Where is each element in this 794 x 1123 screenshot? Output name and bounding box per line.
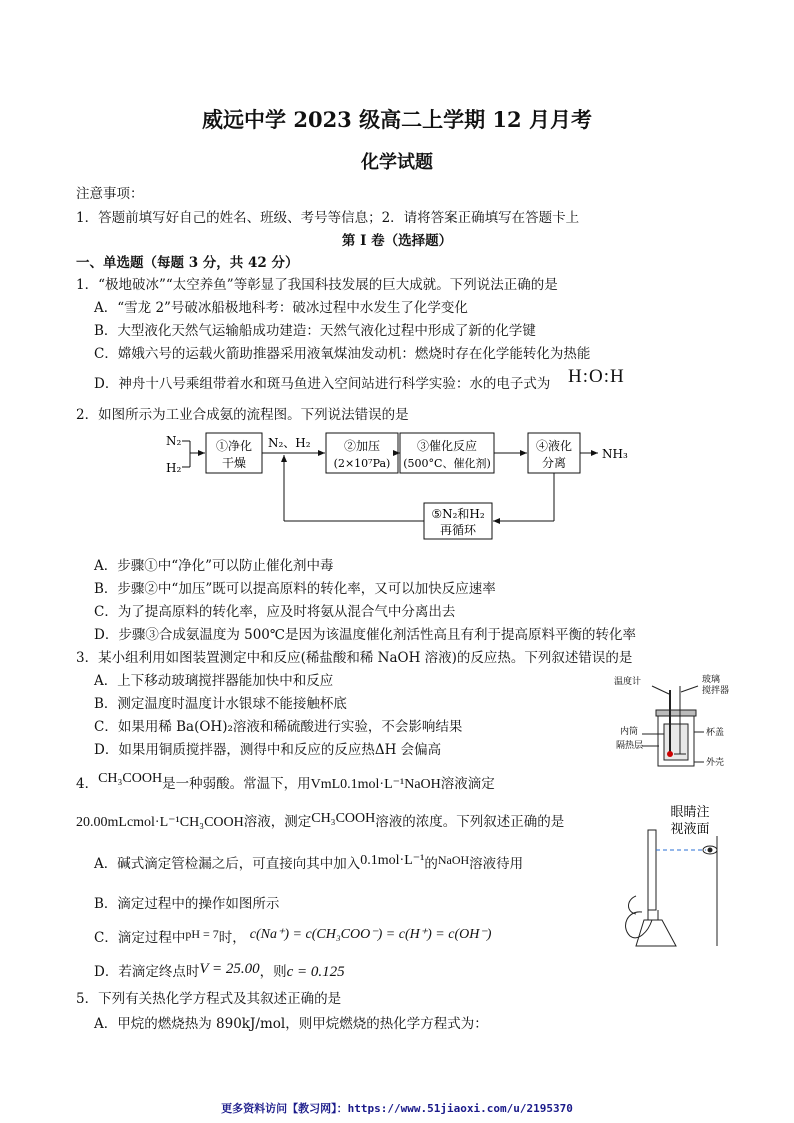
q4-text4: 溶液的浓度。下列叙述正确的是: [375, 814, 565, 830]
q1-stem: 1．“极地破冰”“太空养鱼”等彰显了我国科技发展的巨大成就。下列说法正确的是: [76, 277, 558, 293]
step4-line2: 分离: [541, 456, 567, 470]
q4-text3: 溶液，测定: [243, 814, 312, 830]
ammonia-flow-diagram: [160, 425, 640, 545]
q1-option-c: C．嫦娥六号的运载火箭助推器采用液氧煤油发动机：燃烧时存在化学能转化为热能: [94, 346, 591, 362]
q3-stem: 3．某小组利用如图装置测定中和反应(稀盐酸和稀 NaOH 溶液)的反应热。下列叙述错误的是: [76, 650, 633, 666]
flask: [636, 920, 676, 946]
q3-option-c: C．如果用稀 Ba(OH)₂溶液和稀硫酸进行实验，不会影响结果: [94, 719, 463, 735]
q4-option-d: [94, 960, 345, 981]
step5-line2: 再循环: [439, 523, 477, 537]
q4-d-text2: ，则: [259, 964, 287, 980]
q2-option-d: D．步骤③合成氨温度为 500℃是因为该温度催化剂活性高且有利于提高原料平衡的转化率: [94, 627, 636, 643]
q4-formula-sample: 20.00mLcmol·L⁻¹CH₃COOH: [76, 815, 244, 830]
step1-line2: 干燥: [221, 456, 247, 470]
q4-formula-naoh: VmL0.1mol·L⁻¹NaOH: [310, 777, 441, 792]
q4-option-c: [94, 926, 491, 947]
footer-link[interactable]: 更多资料访问【教习网】：https://www.51jiaoxi.com/u/2195370: [221, 1102, 573, 1115]
q2-option-c: C．为了提高原料的转化率，应及时将氨从混合气中分离出去: [94, 604, 456, 620]
q4-text1: 是一种弱酸。常温下，用: [162, 776, 311, 792]
label-eye-2: 视液面: [670, 822, 710, 837]
q4-d-formula1: V = 25.00: [199, 961, 260, 977]
q4-option-b: B．滴定过程中的操作如图所示: [94, 896, 280, 912]
label-stirrer-2: 搅拌器: [702, 686, 730, 696]
step2-line2: (2×10⁷Pa): [333, 457, 391, 470]
lid: [656, 710, 696, 716]
label-eye-1: 眼睛注: [670, 805, 710, 820]
q4-d-text1: D．若滴定终点时: [94, 964, 200, 980]
step5-line1: ⑤N₂和H₂: [431, 507, 485, 521]
step3-line2: (500°C、催化剂): [403, 457, 491, 470]
q4-c-text1: C．滴定过程中: [94, 930, 186, 946]
q4-a-formula2: NaOH: [437, 853, 470, 867]
mid-label: N₂、H₂: [268, 436, 311, 450]
q4-formula-acetic: CH₃COOH: [98, 771, 163, 786]
q2-stem: 2．如图所示为工业合成氨的流程图。下列说法错误的是: [76, 407, 409, 423]
notice-label: 注意事项：: [76, 186, 144, 202]
label-inner: 内筒: [620, 727, 639, 737]
step3-line1: ③催化反应: [416, 439, 478, 453]
q4-line2: [76, 810, 564, 831]
q5-stem: 5．下列有关热化学方程式及其叙述正确的是: [76, 991, 342, 1007]
step2-line1: ②加压: [343, 439, 381, 453]
q1-option-a: A．“雪龙 2”号破冰船极地科考：破冰过程中水发生了化学变化: [94, 300, 468, 316]
label-thermometer: 温度计: [614, 677, 642, 687]
titration-figure: [612, 800, 732, 950]
q3-option-a: A．上下移动玻璃搅拌器能加快中和反应: [94, 673, 334, 689]
q1-option-d: D．神舟十八号乘组带着水和斑马鱼进入空间站进行科学实验：水的电子式为: [94, 376, 551, 392]
q4-a-text2: 的: [424, 856, 438, 872]
q4-a-text3: 溶液待用: [469, 856, 524, 872]
page-title: 威远中学 2023 级高二上学期 12 月月考: [202, 107, 592, 132]
q2-option-b: B．步骤②中“加压”既可以提高原料的转化率，又可以加快反应速率: [94, 581, 496, 597]
q2-option-a: A．步骤①中“净化”可以防止催化剂中毒: [94, 558, 334, 574]
q4-c-text2: 时，: [218, 930, 246, 946]
notice-text: 1．答题前填写好自己的姓名、班级、考号等信息；2．请将答案正确填写在答题卡上: [76, 210, 580, 226]
section-heading: 一、单选题（每题 3 分，共 42 分）: [76, 255, 299, 271]
q4-c-formula1: pH = 7: [185, 927, 219, 941]
q4-d-formula2: c = 0.125: [286, 964, 345, 980]
label-lid: 杯盖: [706, 728, 725, 738]
q4-formula-acetic-2: CH₃COOH: [311, 811, 376, 826]
q4-num: 4．: [76, 776, 99, 792]
label-shell: 外壳: [706, 758, 725, 768]
step4-line1: ④液化: [535, 439, 573, 453]
label-stirrer-1: 玻璃: [702, 675, 721, 685]
q3-option-b: B．测定温度时温度计水银球不能接触杯底: [94, 696, 347, 712]
calorimeter-figure: [612, 672, 732, 776]
q1-option-b: B．大型液化天然气运输船成功建造：天然气液化过程中形成了新的化学键: [94, 323, 536, 339]
q1-electron-formula: H:O:H: [568, 366, 625, 387]
volume-title: 第 I 卷（选择题）: [341, 233, 453, 249]
q5-option-a: A．甲烷的燃烧热为 890kJ/mol，则甲烷燃烧的热化学方程式为：: [94, 1016, 488, 1032]
q3-option-d: D．如果用铜质搅拌器，测得中和反应的反应热ΔH 会偏高: [94, 742, 442, 758]
output-nh3: NH₃: [602, 447, 628, 461]
step1-line1: ①净化: [215, 439, 253, 453]
label-insulation: 隔热层: [616, 741, 644, 751]
q4-text2: 溶液滴定: [440, 776, 495, 792]
input-n2: N₂: [166, 434, 182, 448]
input-h2: H₂: [166, 461, 182, 475]
q4-c-formula2: c(Na⁺) = c(CH₃COO⁻) = c(H⁺) = c(OH⁻): [249, 927, 492, 942]
q4-option-a: [94, 852, 523, 873]
q4-a-text1: A．碱式滴定管检漏之后，可直接向其中加入: [94, 856, 361, 872]
burette: [648, 830, 656, 910]
q4-a-formula: 0.1mol·L⁻¹: [360, 853, 425, 868]
q4-line1: [76, 772, 495, 793]
page-subtitle: 化学试题: [361, 152, 433, 173]
